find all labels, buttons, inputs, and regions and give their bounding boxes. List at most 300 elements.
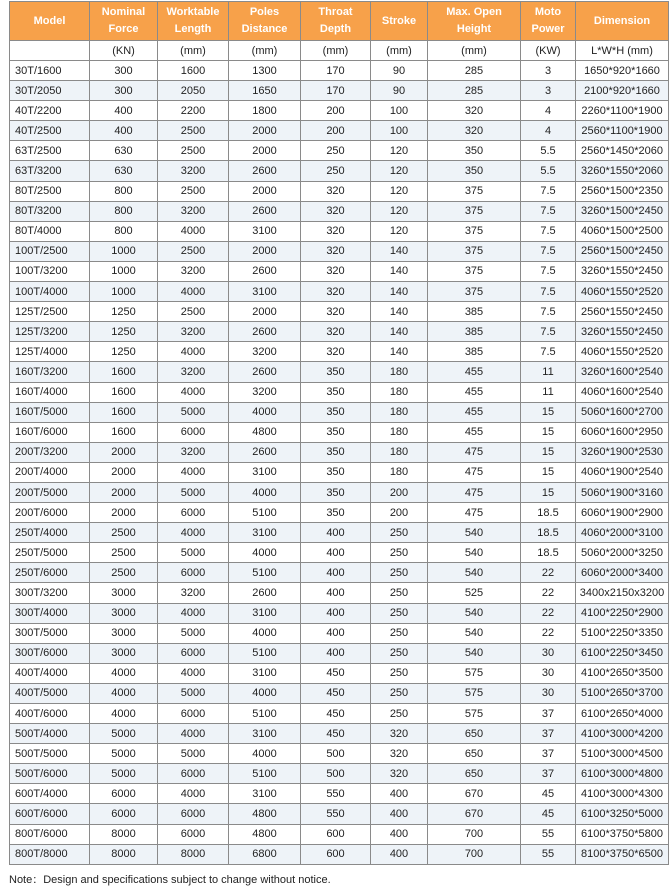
table-cell: 140: [371, 322, 428, 342]
column-header-line2: Depth: [319, 23, 352, 35]
table-cell: 375: [428, 282, 521, 302]
table-cell: 300T/5000: [10, 623, 90, 643]
table-cell: 18.5: [521, 523, 576, 543]
table-cell: 5100: [229, 503, 301, 523]
table-row: [10, 643, 669, 663]
table-cell: 2000: [229, 181, 301, 201]
table-cell: 2000: [229, 141, 301, 161]
table-cell: 30: [521, 643, 576, 663]
table-cell: 3200: [229, 382, 301, 402]
table-cell: 250: [371, 603, 428, 623]
table-cell: 5060*1600*2700: [576, 402, 669, 422]
table-cell: 6000: [158, 643, 229, 663]
table-cell: 6100*3000*4800: [576, 764, 669, 784]
column-header: [576, 2, 669, 41]
table-cell: 3260*1500*2450: [576, 201, 669, 221]
table-cell: 3100: [229, 282, 301, 302]
table-cell: 2600: [229, 261, 301, 281]
table-cell: 3: [521, 61, 576, 81]
table-cell: 540: [428, 543, 521, 563]
table-row: [10, 161, 669, 181]
table-cell: 2600: [229, 442, 301, 462]
table-cell: 400T/6000: [10, 704, 90, 724]
table-cell: 4000: [158, 221, 229, 241]
table-cell: 11: [521, 362, 576, 382]
table-cell: 15: [521, 482, 576, 502]
table-cell: 200: [301, 101, 371, 121]
table-cell: 250: [371, 623, 428, 643]
column-header-line1: Throat: [318, 6, 353, 18]
table-cell: 5100: [229, 764, 301, 784]
table-cell: 4000: [229, 402, 301, 422]
table-cell: 3000: [90, 603, 158, 623]
table-cell: 250: [301, 161, 371, 181]
column-header-line1: Max. Open: [446, 6, 502, 18]
column-header-line2: Length: [174, 23, 212, 35]
column-header: [301, 2, 371, 41]
column-header-line1: Stroke: [381, 14, 417, 27]
table-cell: 4060*1600*2540: [576, 382, 669, 402]
table-cell: 3100: [229, 784, 301, 804]
table-cell: 200: [301, 121, 371, 141]
table-cell: 140: [371, 282, 428, 302]
table-cell: 4100*2650*3500: [576, 663, 669, 683]
table-cell: 320: [371, 744, 428, 764]
table-cell: 1000: [90, 261, 158, 281]
table-cell: 140: [371, 241, 428, 261]
table-cell: 100: [371, 121, 428, 141]
table-cell: 8000: [90, 824, 158, 844]
table-cell: 800T/6000: [10, 824, 90, 844]
table-cell: 4000: [158, 724, 229, 744]
table-cell: 250T/4000: [10, 523, 90, 543]
table-row: [10, 603, 669, 623]
table-cell: 450: [301, 704, 371, 724]
table-cell: 1600: [90, 382, 158, 402]
table-cell: 400: [301, 643, 371, 663]
table-cell: 180: [371, 362, 428, 382]
table-cell: 140: [371, 302, 428, 322]
table-cell: 320: [428, 121, 521, 141]
table-cell: 140: [371, 261, 428, 281]
table-cell: 200: [371, 482, 428, 502]
table-cell: 400: [301, 543, 371, 563]
table-cell: 400: [301, 563, 371, 583]
table-cell: 4800: [229, 422, 301, 442]
table-cell: 455: [428, 382, 521, 402]
table-cell: 140: [371, 342, 428, 362]
table-cell: 37: [521, 744, 576, 764]
table-cell: 300: [90, 81, 158, 101]
table-row: [10, 342, 669, 362]
table-cell: 2000: [90, 462, 158, 482]
table-cell: 300T/6000: [10, 643, 90, 663]
table-cell: 160T/5000: [10, 402, 90, 422]
table-cell: 400: [301, 623, 371, 643]
table-cell: 5100: [229, 643, 301, 663]
table-cell: 6000: [158, 704, 229, 724]
table-row: [10, 302, 669, 322]
table-row: [10, 462, 669, 482]
table-cell: 600: [301, 844, 371, 864]
table-row: [10, 704, 669, 724]
table-cell: 5060*1900*3160: [576, 482, 669, 502]
table-cell: 6100*2250*3450: [576, 643, 669, 663]
table-cell: 1650*920*1660: [576, 61, 669, 81]
table-cell: 30: [521, 683, 576, 703]
table-cell: 550: [301, 784, 371, 804]
table-cell: 5000: [90, 744, 158, 764]
table-cell: 4000: [158, 663, 229, 683]
table-cell: 3000: [90, 623, 158, 643]
table-cell: 7.5: [521, 181, 576, 201]
table-cell: 2000: [90, 503, 158, 523]
table-row: [10, 824, 669, 844]
table-cell: 400: [90, 121, 158, 141]
table-cell: 7.5: [521, 282, 576, 302]
table-cell: 2000: [229, 241, 301, 261]
table-cell: 125T/2500: [10, 302, 90, 322]
table-cell: 6000: [90, 784, 158, 804]
table-cell: 30T/2050: [10, 81, 90, 101]
table-cell: 2500: [90, 543, 158, 563]
table-cell: 22: [521, 603, 576, 623]
table-cell: 2500: [90, 523, 158, 543]
table-cell: 8000: [90, 844, 158, 864]
table-cell: 600T/6000: [10, 804, 90, 824]
table-cell: 320: [371, 764, 428, 784]
table-cell: 7.5: [521, 241, 576, 261]
table-cell: 200: [371, 503, 428, 523]
table-cell: 180: [371, 382, 428, 402]
table-cell: 350: [428, 141, 521, 161]
table-cell: 2500: [158, 121, 229, 141]
table-row: [10, 201, 669, 221]
table-row: [10, 181, 669, 201]
table-cell: 525: [428, 583, 521, 603]
table-cell: 320: [301, 261, 371, 281]
column-header-line1: Poles: [249, 6, 280, 18]
table-cell: 90: [371, 81, 428, 101]
table-cell: 475: [428, 442, 521, 462]
unit-cell: (mm): [371, 41, 428, 61]
table-cell: 5100*2250*3350: [576, 623, 669, 643]
table-cell: 400: [301, 603, 371, 623]
table-cell: 4800: [229, 824, 301, 844]
table-cell: 400: [371, 844, 428, 864]
table-cell: 800T/8000: [10, 844, 90, 864]
table-cell: 3000: [90, 643, 158, 663]
table-cell: 5000: [158, 683, 229, 703]
table-cell: 350: [301, 462, 371, 482]
table-row: [10, 784, 669, 804]
table-cell: 4000: [158, 462, 229, 482]
table-cell: 7.5: [521, 261, 576, 281]
table-cell: 200T/4000: [10, 462, 90, 482]
table-row: [10, 523, 669, 543]
table-cell: 4000: [158, 382, 229, 402]
table-cell: 125T/3200: [10, 322, 90, 342]
unit-cell: (mm): [428, 41, 521, 61]
table-cell: 350: [428, 161, 521, 181]
table-cell: 630: [90, 141, 158, 161]
table-cell: 7.5: [521, 201, 576, 221]
table-cell: 1250: [90, 342, 158, 362]
table-row: [10, 503, 669, 523]
table-cell: 2050: [158, 81, 229, 101]
table-cell: 45: [521, 804, 576, 824]
table-cell: 670: [428, 804, 521, 824]
table-cell: 450: [301, 663, 371, 683]
table-body: [10, 61, 669, 865]
table-cell: 11: [521, 382, 576, 402]
table-cell: 2500: [90, 563, 158, 583]
table-cell: 120: [371, 161, 428, 181]
table-row: [10, 402, 669, 422]
table-cell: 800: [90, 201, 158, 221]
table-row: [10, 322, 669, 342]
table-cell: 6060*1600*2950: [576, 422, 669, 442]
table-cell: 5.5: [521, 161, 576, 181]
column-header: [10, 2, 90, 41]
table-cell: 400T/4000: [10, 663, 90, 683]
table-cell: 400: [371, 824, 428, 844]
table-row: [10, 81, 669, 101]
table-cell: 3100: [229, 603, 301, 623]
table-cell: 15: [521, 422, 576, 442]
table-cell: 120: [371, 141, 428, 161]
table-row: [10, 382, 669, 402]
table-cell: 3260*1550*2060: [576, 161, 669, 181]
table-cell: 120: [371, 221, 428, 241]
table-cell: 5000: [158, 543, 229, 563]
table-cell: 4100*2250*2900: [576, 603, 669, 623]
table-cell: 320: [301, 181, 371, 201]
table-cell: 3100: [229, 523, 301, 543]
table-cell: 350: [301, 402, 371, 422]
table-cell: 1650: [229, 81, 301, 101]
table-cell: 4060*1550*2520: [576, 342, 669, 362]
table-cell: 4060*2000*3100: [576, 523, 669, 543]
table-row: [10, 683, 669, 703]
table-cell: 8100*3750*6500: [576, 844, 669, 864]
table-cell: 385: [428, 322, 521, 342]
table-cell: 2500: [158, 241, 229, 261]
table-cell: 320: [301, 241, 371, 261]
table-cell: 3000: [90, 583, 158, 603]
table-cell: 320: [301, 322, 371, 342]
table-cell: 3100: [229, 663, 301, 683]
column-header: [229, 2, 301, 41]
table-cell: 2600: [229, 161, 301, 181]
table-cell: 30T/1600: [10, 61, 90, 81]
table-cell: 650: [428, 724, 521, 744]
table-cell: 18.5: [521, 543, 576, 563]
table-cell: 1600: [90, 362, 158, 382]
column-header-line2: Height: [456, 23, 492, 35]
table-cell: 3260*1550*2450: [576, 261, 669, 281]
table-cell: 3200: [158, 362, 229, 382]
table-cell: 4000: [229, 623, 301, 643]
table-cell: 2100*920*1660: [576, 81, 669, 101]
column-header-line2: Distance: [241, 23, 288, 35]
column-header-line1: Dimension: [593, 14, 651, 27]
table-cell: 4000: [229, 744, 301, 764]
table-cell: 37: [521, 724, 576, 744]
table-cell: 2260*1100*1900: [576, 101, 669, 121]
column-header-line2: Force: [108, 23, 139, 35]
table-cell: 6800: [229, 844, 301, 864]
table-cell: 320: [428, 101, 521, 121]
table-cell: 540: [428, 523, 521, 543]
table-cell: 500: [301, 744, 371, 764]
table-cell: 475: [428, 482, 521, 502]
table-cell: 3260*1900*2530: [576, 442, 669, 462]
table-cell: 250: [371, 704, 428, 724]
table-cell: 3100: [229, 724, 301, 744]
table-cell: 250: [371, 583, 428, 603]
table-cell: 5000: [90, 724, 158, 744]
table-cell: 1000: [90, 241, 158, 261]
table-cell: 1300: [229, 61, 301, 81]
table-cell: 575: [428, 704, 521, 724]
table-cell: 22: [521, 583, 576, 603]
table-cell: 800: [90, 181, 158, 201]
column-header: [428, 2, 521, 41]
table-cell: 350: [301, 442, 371, 462]
table-cell: 250T/6000: [10, 563, 90, 583]
table-cell: 500: [301, 764, 371, 784]
table-cell: 4: [521, 101, 576, 121]
table-cell: 22: [521, 563, 576, 583]
table-cell: 7.5: [521, 302, 576, 322]
table-cell: 630: [90, 161, 158, 181]
table-cell: 1600: [158, 61, 229, 81]
table-cell: 160T/4000: [10, 382, 90, 402]
unit-cell: [10, 41, 90, 61]
column-header-line1: Model: [33, 14, 66, 27]
table-cell: 125T/4000: [10, 342, 90, 362]
table-cell: 120: [371, 181, 428, 201]
table-cell: 3200: [158, 583, 229, 603]
table-cell: 3100: [229, 462, 301, 482]
table-cell: 4060*1500*2500: [576, 221, 669, 241]
unit-cell: (mm): [301, 41, 371, 61]
table-cell: 6060*2000*3400: [576, 563, 669, 583]
table-cell: 300: [90, 61, 158, 81]
table-cell: 7.5: [521, 221, 576, 241]
table-cell: 400: [301, 583, 371, 603]
table-cell: 4800: [229, 804, 301, 824]
table-cell: 350: [301, 362, 371, 382]
table-cell: 5100: [229, 704, 301, 724]
column-header: [521, 2, 576, 41]
table-cell: 375: [428, 221, 521, 241]
table-cell: 55: [521, 824, 576, 844]
table-cell: 4: [521, 121, 576, 141]
table-cell: 600: [301, 824, 371, 844]
table-row: [10, 724, 669, 744]
table-cell: 6000: [158, 804, 229, 824]
table-cell: 3200: [158, 201, 229, 221]
table-cell: 7.5: [521, 342, 576, 362]
table-row: [10, 563, 669, 583]
table-cell: 22: [521, 623, 576, 643]
table-cell: 3260*1600*2540: [576, 362, 669, 382]
table-cell: 3200: [158, 442, 229, 462]
table-cell: 400: [90, 101, 158, 121]
table-cell: 320: [301, 302, 371, 322]
table-cell: 250: [371, 543, 428, 563]
unit-cell: (KW): [521, 41, 576, 61]
table-cell: 3400x2150x3200: [576, 583, 669, 603]
footnote: Note：Design and specifications subject to change without notice.: [9, 874, 331, 886]
table-cell: 1000: [90, 282, 158, 302]
table-cell: 15: [521, 462, 576, 482]
table-row: [10, 121, 669, 141]
table-cell: 45: [521, 784, 576, 804]
table-row: [10, 744, 669, 764]
table-cell: 320: [301, 221, 371, 241]
table-row: [10, 61, 669, 81]
table-cell: 250: [301, 141, 371, 161]
table-cell: 350: [301, 503, 371, 523]
table-cell: 3200: [158, 261, 229, 281]
table-cell: 250: [371, 683, 428, 703]
table-cell: 6000: [90, 804, 158, 824]
table-cell: 2000: [90, 442, 158, 462]
table-cell: 1250: [90, 302, 158, 322]
table-cell: 15: [521, 402, 576, 422]
table-cell: 4000: [158, 784, 229, 804]
table-cell: 450: [301, 724, 371, 744]
table-cell: 18.5: [521, 503, 576, 523]
table-cell: 6060*1900*2900: [576, 503, 669, 523]
table-cell: 6100*3250*5000: [576, 804, 669, 824]
table-cell: 180: [371, 422, 428, 442]
table-row: [10, 141, 669, 161]
table-row: [10, 282, 669, 302]
table-cell: 5100*2650*3700: [576, 683, 669, 703]
table-cell: 455: [428, 362, 521, 382]
table-row: [10, 623, 669, 643]
table-cell: 300T/4000: [10, 603, 90, 623]
table-cell: 600T/4000: [10, 784, 90, 804]
table-cell: 160T/3200: [10, 362, 90, 382]
table-cell: 2500: [158, 181, 229, 201]
table-cell: 100T/3200: [10, 261, 90, 281]
table-cell: 670: [428, 784, 521, 804]
table-cell: 37: [521, 764, 576, 784]
table-cell: 385: [428, 302, 521, 322]
table-cell: 475: [428, 462, 521, 482]
table-cell: 700: [428, 844, 521, 864]
table-cell: 5000: [158, 623, 229, 643]
table-cell: 37: [521, 704, 576, 724]
table-cell: 6000: [158, 503, 229, 523]
table-cell: 475: [428, 503, 521, 523]
table-cell: 2500: [158, 302, 229, 322]
table-cell: 30: [521, 663, 576, 683]
table-cell: 1600: [90, 422, 158, 442]
table-cell: 4100*3000*4200: [576, 724, 669, 744]
table-header: [10, 2, 669, 61]
table-cell: 180: [371, 402, 428, 422]
table-cell: 400: [301, 523, 371, 543]
table-cell: 540: [428, 623, 521, 643]
table-cell: 250: [371, 643, 428, 663]
table-cell: 550: [301, 804, 371, 824]
